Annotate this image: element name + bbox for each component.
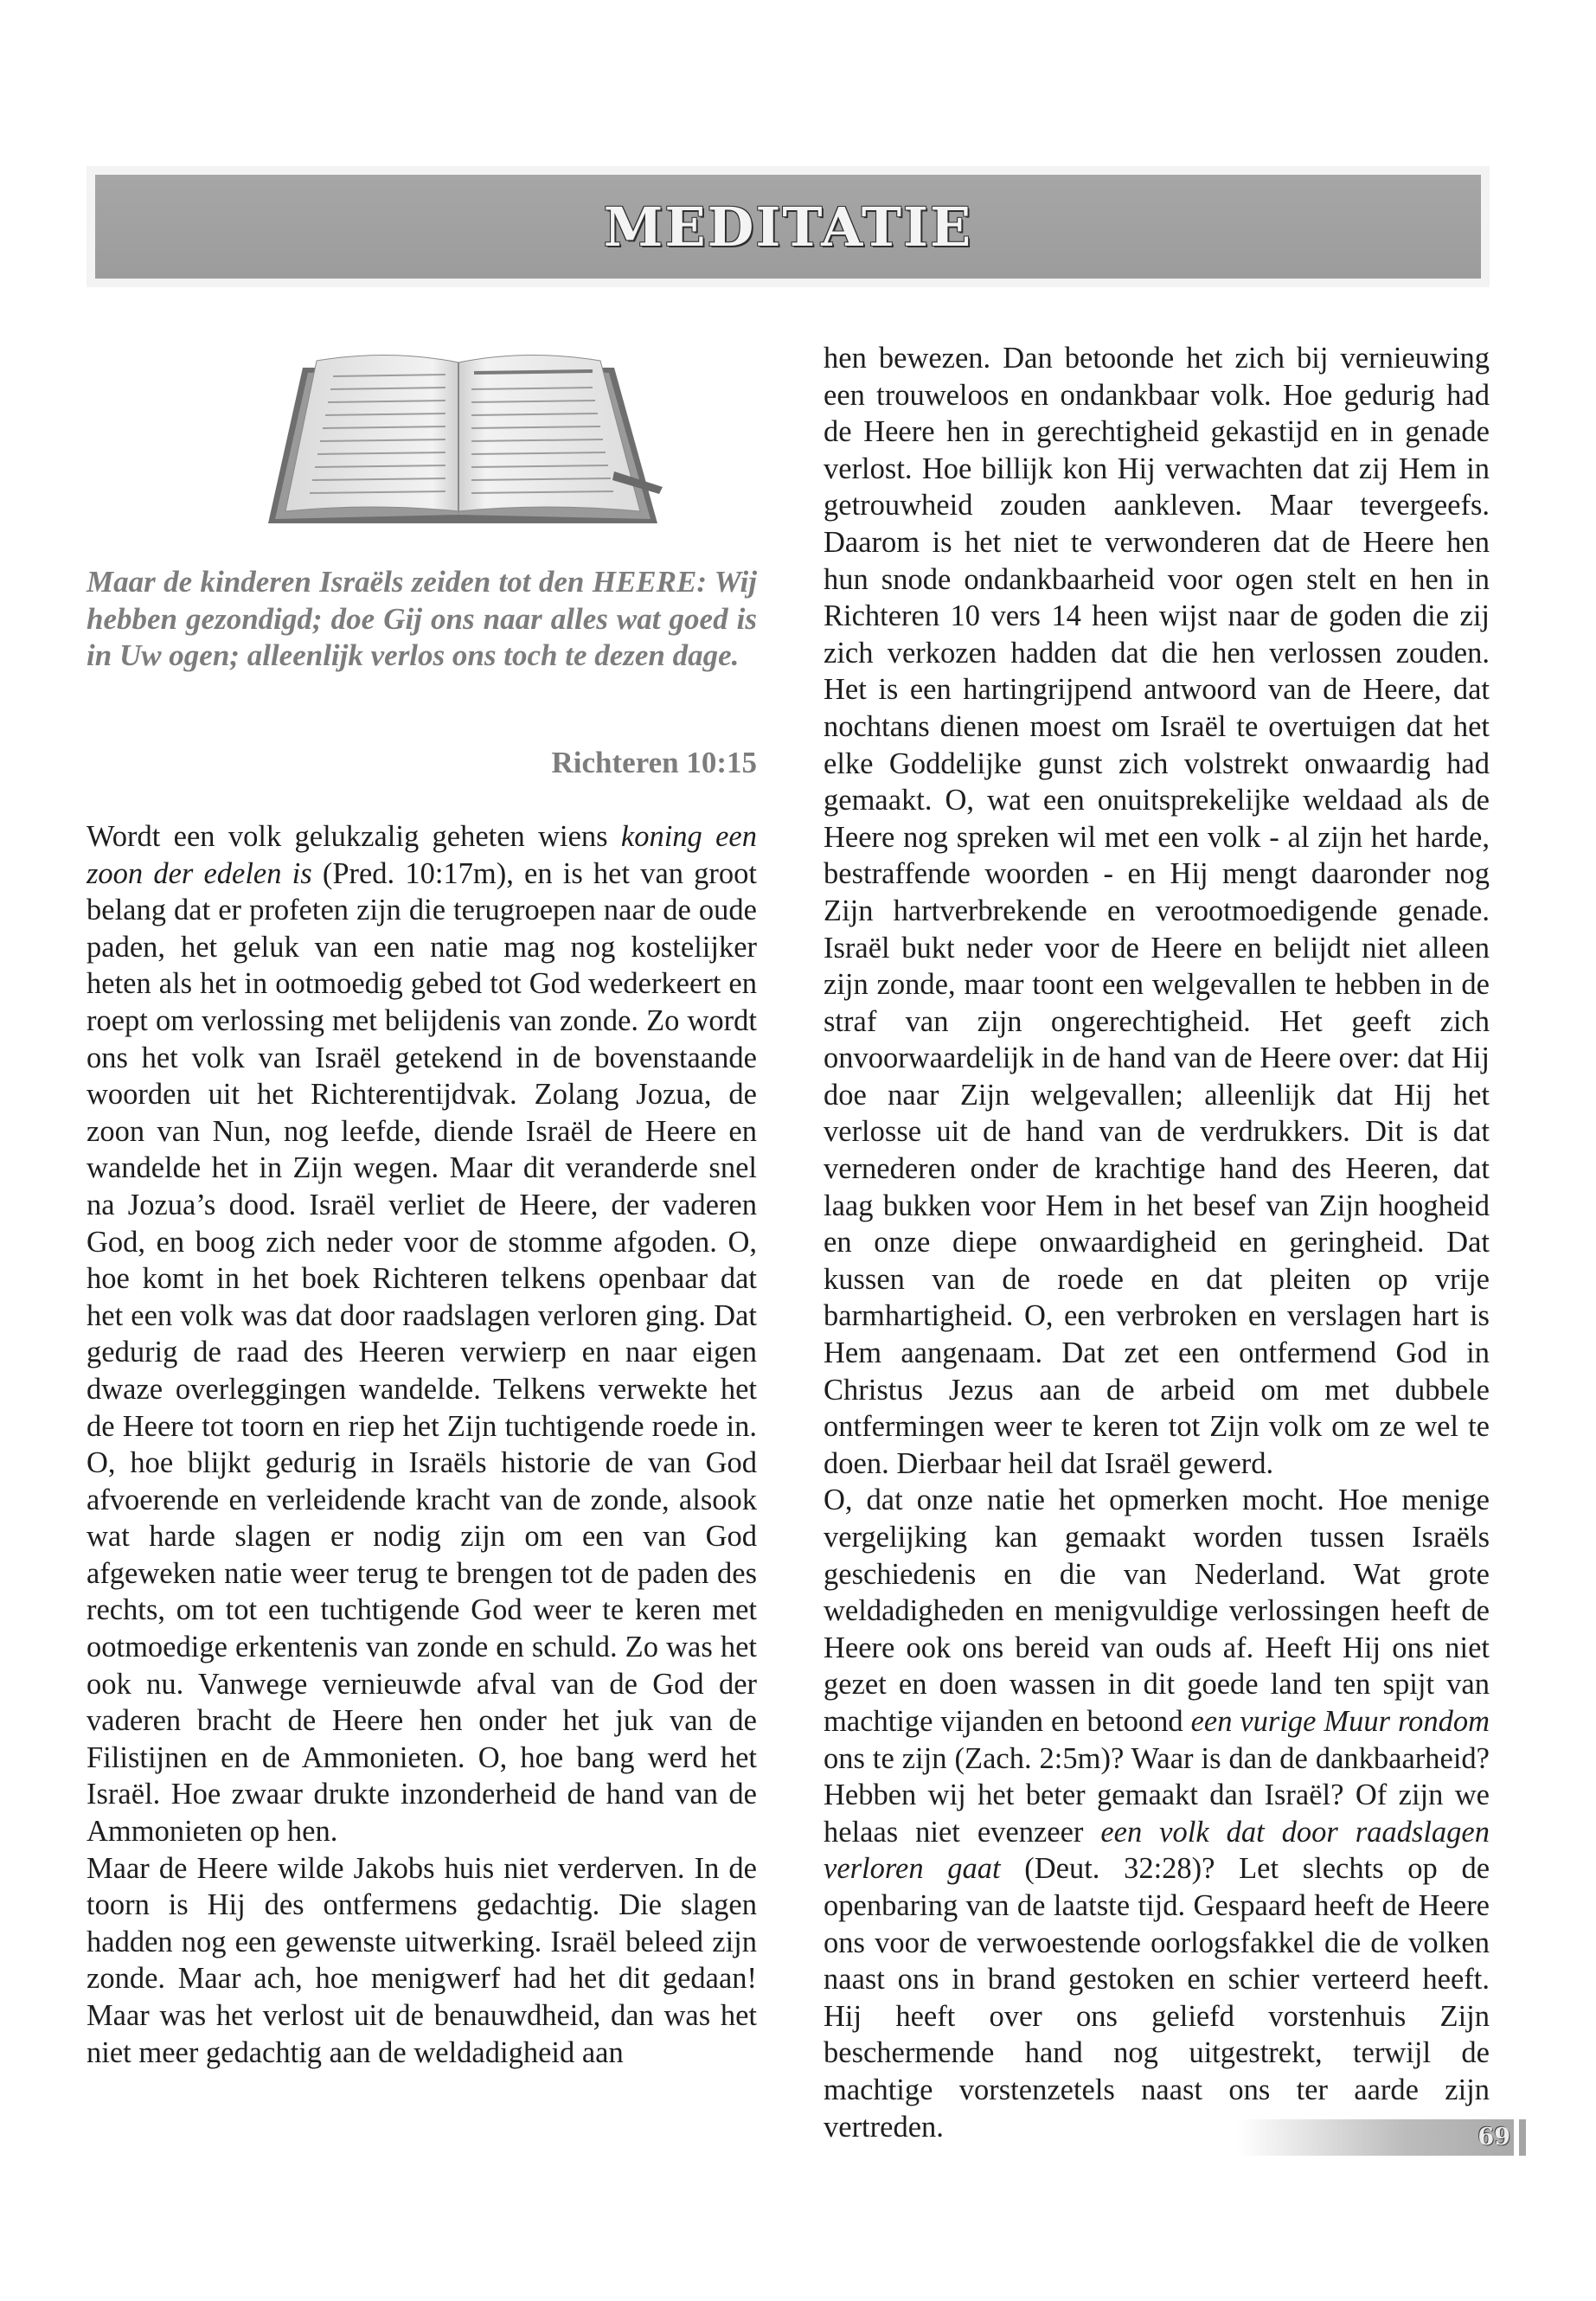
header-band: [87, 166, 1490, 287]
italic-span: koning een zoon der edelen is: [87, 820, 757, 890]
left-column: [87, 818, 757, 2071]
open-bible-illustration: [251, 342, 666, 532]
text-span: (Deut. 32:28)? Let slechts op de openbaring van de laatste tijd. Gespaard heeft de Heere ons voor de verwoestende oorlogsfakkel die de volken naast ons in brand gestoken en schier verteerd heeft. Hij heeft over ons geliefd vorstenhuis Zijn beschermende hand nog uitgestrekt, terwijl de machtige vorstenzetels naast ons ter aarde zijn vertreden.: [824, 1852, 1490, 2144]
right-column: [824, 340, 1490, 2145]
page-number-bar: [1519, 2119, 1526, 2156]
left-paragraph-2: Maar de Heere wilde Jakobs huis niet verderven. In de toorn is Hij des ontfermens gedachtig. Die slagen hadden nog een gewenste uitwerking. Israël beleed zijn zonde. Maar ach, hoe menigwerf had het dit gedaan! Maar was het verlost uit de benauwdheid, dan was het niet meer gedachtig aan de weldadigheid aan: [87, 1851, 757, 2069]
page-title: MEDITATIE: [603, 195, 973, 259]
italic-span: een vurige Muur rondom: [1190, 1704, 1490, 1738]
text-span: (Pred. 10:17m), en is het van groot belang dat er profeten zijn die terugroepen naar de oude paden, het geluk van een natie mag nog kostelijker heten als het in ootmoedig gebed tot God wederkeert en roept om verlossing met belijdenis van zonde. Zo wordt ons het volk van Israël getekend in de bovenstaande woorden uit het Richterentijdvak. Zolang Jozua, de zoon van Nun, nog leefde, diende Israël de Heere en wandelde het in Zijn wegen. Maar dit veranderde snel na Jozua’s dood. Israël verliet de Heere, der vaderen God, en boog zich neder voor de stomme afgoden. O, hoe komt in het boek Richteren telkens openbaar dat het een volk was dat door raadslagen verloren ging. Dat gedurig de raad des Heeren verwierp en naar eigen dwaze overleggingen wandelde. Telkens verwekte het de Heere tot toorn en riep het Zijn tuchtigende roede in. O, hoe blijkt gedurig in Israëls historie de van God afvoerende en verleidende kracht van de zonde, alsook wat harde slagen er nodig zijn om een van God afgeweken natie weer terug te brengen tot de paden des rechts, om tot een tuchtigende God weer te keren met ootmoedige erkentenis van zonde en schuld. Zo was het ook nu. Vanwege vernieuwde afval van de God der vaderen bracht de Heere hen onder het juk van de Filistijnen en de Ammonieten. O, hoe bang werd het Israël. Hoe zwaar drukte inzonderheid de hand van de Ammonieten op hen.: [87, 856, 758, 1849]
right-paragraph-1: hen bewezen. Dan betoonde het zich bij vernieuwing een trouweloos en ondankbaar volk. Hoe gedurig had de Heere hen in gerechtigheid gekastijd en in genade verlost. Hoe billijk kon Hij verwachten dat zij Hem in getrouwheid zouden aankleven. Maar tevergeefs. Daarom is het niet te verwonderen dat de Heere hen hun snode ondankbaarheid voor ogen stelt en hen in Richteren 10 vers 14 heen wijst naar de goden die zij zich verkozen hadden dat die hen verlossen zouden. Het is een hartingrijpend antwoord van de Heere, dat nochtans dienen moest om Israël te overtuigen dat het elke Goddelijke gunst zich volstrekt onwaardig had gemaakt. O, wat een onuitsprekelijke weldaad als de Heere nog spreken wil met een volk - al zijn het harde, bestraffende woorden - en Hij mengt daaronder nog Zijn hartverbrekende en verootmoedigende genade. Israël bukt neder voor de Heere en belijdt niet alleen zijn zonde, maar toont een welgevallen te hebben in de straf van zijn ongerechtigheid. Het geeft zich onvoorwaardelijk in de hand van de Heere over: dat Hij doe naar Zijn welgevallen; alleenlijk dat Hij het verlosse uit de hand van de verdrukkers. Dit is dat vernederen onder de krachtige hand des Heeren, dat laag bukken voor Hem in het besef van Zijn hoogheid en onze diepe onwaardigheid en geringheid. Dat kussen van de roede en dat pleiten op vrije barmhartigheid. O, een verbroken en verslagen hart is Hem aangenaam. Dat zet een ontfermend God in Christus Jezus aan de arbeid om met dubbele ontfermingen weer te keren tot Zijn volk om ze wel te doen. Dierbaar heil dat Israël gewerd.: [824, 342, 1490, 1480]
left-paragraph-1: [87, 818, 757, 1850]
right-paragraph-2: [824, 1482, 1490, 2145]
scripture-quote: Maar de kinderen Israëls zeiden tot den HEERE: Wij hebben gezondigd; doe Gij ons naar alles wat goed is in Uw ogen; alleenlijk verlos ons toch te dezen dage.: [87, 565, 757, 672]
italic-span: een volk dat door raadslagen verloren gaat: [824, 1815, 1490, 1886]
scripture-reference: Richteren 10:15: [551, 746, 757, 779]
text-span: ons te zijn (Zach. 2:5m)? Waar is dan de dankbaarheid? Hebben wij het beter gemaakt dan Israël? Of zijn we helaas niet evenzeer: [824, 1741, 1490, 1849]
page-number: 69: [1477, 2124, 1510, 2150]
header-inner: [95, 175, 1481, 279]
text-span: O, dat onze natie het opmerken mocht. Hoe menige vergelijking kan gemaakt worden tussen Israëls geschiedenis en die van Nederland. Wat grote weldadigheden en menigvuldige verlossingen heeft de Heere ook ons bereid van ouds af. Heeft Hij ons niet gezet en doen wassen in dit goede land ten spijt van machtige vijanden en betoond: [824, 1484, 1490, 1738]
text-span: Wordt een volk gelukzalig geheten wiens: [87, 820, 621, 853]
